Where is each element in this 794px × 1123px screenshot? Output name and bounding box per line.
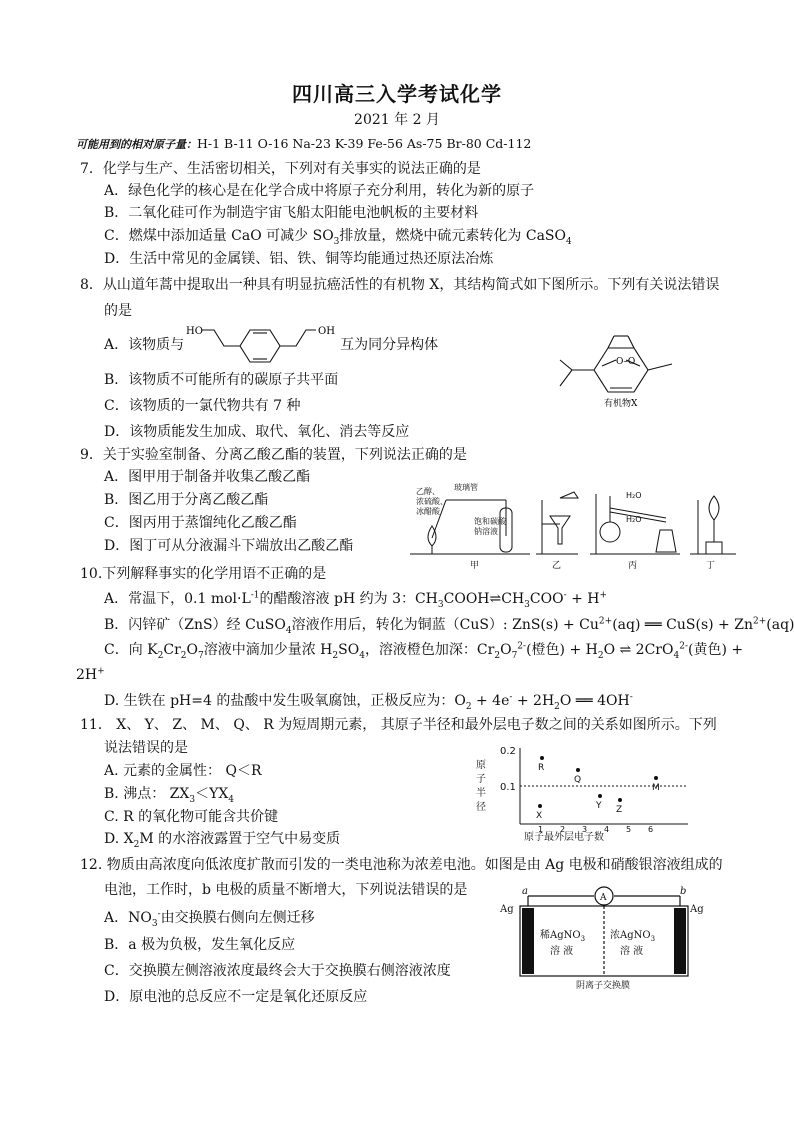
q9-option-c: C．图丙用于蒸馏纯化乙酸乙酯 — [104, 515, 297, 531]
q8-option-a: A．该物质与 互为同分异构体 — [104, 337, 439, 353]
q10-option-c: C．向 $K_2Cr_2O_7$溶液中滴加少量浓 $H_2SO_4$，溶液橙色加深：$Cr_2O_7^{2-}$(橙色) + $H_2O$ ⇌ 2CrO$_4^{2-}$(黄色) + — [104, 641, 744, 661]
q11-stem-cont: 说法错误的是 — [104, 740, 188, 756]
concentration-cell-figure — [496, 882, 712, 992]
svg-text:浓硫酸、: 浓硫酸、 — [416, 497, 448, 506]
q11-option-c: C. R 的氧化物可能含共价键 — [104, 809, 279, 825]
point-m — [654, 776, 658, 780]
q12-option-c: C．交换膜左侧溶液浓度最终会大于交换膜右侧溶液浓度 — [104, 963, 451, 979]
point-z — [618, 798, 622, 802]
svg-text:5: 5 — [626, 825, 632, 834]
svg-text:稀AgNO3: 稀AgNO$_3$ — [540, 930, 586, 943]
diol-structure — [180, 318, 344, 368]
svg-text:玻璃管: 玻璃管 — [454, 483, 478, 492]
q12-option-b: B．a 极为负极，发生氧化反应 — [104, 937, 296, 953]
q8-stem-cont: 的是 — [104, 303, 132, 319]
svg-text:Z: Z — [616, 805, 623, 815]
compound-x-caption: 有机物X — [604, 399, 638, 409]
q10-option-b: B．闪锌矿（ZnS）经 CuSO$_4$溶液作用后，转化为铜蓝（CuS）: $ZnS(s) + Cu^{2+}(aq)$ ══ $CuS(s) + Zn^{2+}(aq)$ — [104, 616, 794, 636]
svg-text:A: A — [600, 893, 607, 903]
svg-text:b: b — [680, 886, 687, 897]
q7-option-c: C．燃煤中添加适量 CaO 可减少 $SO_3$排放量，燃烧中硫元素转化为 CaSO$_4$ — [104, 228, 572, 247]
fig-bing: 丙 — [628, 561, 638, 571]
q12-stem: 12. 物质由高浓度向低浓度扩散而引发的一类电池称为浓差电池。如图是由 Ag 电极和硝酸银溶液组成的 — [80, 857, 723, 873]
svg-text:阴离子交换膜: 阴离子交换膜 — [576, 981, 631, 991]
svg-text:O–O: O–O — [616, 357, 636, 367]
q7-option-b: B．二氧化硅可作为制造宇宙飞船太阳能电池帆板的主要材料 — [104, 205, 479, 221]
q11-option-b: B. 沸点： $ZX_3<YX_4$ — [104, 786, 235, 805]
svg-text:径: 径 — [476, 802, 486, 813]
y-tick-01: 0.1 — [500, 782, 516, 793]
q9-option-d: D．图丁可从分液漏斗下端放出乙酸乙酯 — [104, 538, 354, 554]
point-y — [598, 794, 602, 798]
exam-date: 2021 年 2 月 — [354, 112, 440, 128]
svg-text:1: 1 — [538, 825, 544, 834]
fig-yi: 乙 — [552, 561, 562, 571]
svg-text:浓AgNO3: 浓AgNO$_3$ — [610, 930, 656, 943]
svg-text:Ag: Ag — [690, 904, 704, 915]
svg-text:X: X — [536, 811, 543, 821]
q9-option-b: B．图乙用于分离乙酸乙酯 — [104, 492, 269, 508]
q12-option-d: D．原电池的总反应不一定是氧化还原反应 — [104, 989, 368, 1005]
svg-text:钠溶液: 钠溶液 — [474, 527, 498, 536]
q12-stem-cont: 电池，工作时，b 电极的质量不断增大，下列说法错误的是 — [104, 882, 468, 898]
q10-option-d: D. 生铁在 pH=4 的盐酸中发生吸氧腐蚀，正极反应为：$O_2 + 4e^- + 2H_2O$ ══ 4OH- — [104, 692, 633, 712]
q8-stem: 8．从山道年蒿中提取出一种具有明显抗癌活性的有机物 X，其结构简式如下图所示。下列有关说法错误 — [80, 277, 720, 293]
svg-text:H₂O: H₂O — [626, 515, 642, 524]
page-title: 四川高三入学考试化学 — [292, 82, 502, 106]
svg-text:子: 子 — [476, 774, 486, 785]
y-tick-02: 0.2 — [500, 746, 516, 757]
point-x — [538, 804, 542, 808]
svg-text:6: 6 — [648, 825, 654, 834]
q12-option-a: A．$NO_3^-$由交换膜右侧向左侧迁移 — [104, 909, 315, 929]
radius-chart — [476, 744, 700, 844]
svg-text:4: 4 — [604, 825, 610, 834]
svg-text:半: 半 — [476, 788, 486, 799]
q11-option-d: D. $X_2M$ 的水溶液露置于空气中易变质 — [104, 831, 341, 850]
svg-text:原: 原 — [476, 760, 486, 771]
svg-text:a: a — [522, 886, 528, 897]
chart-xlabel: 原子最外层电子数 — [524, 832, 604, 843]
electrode-b — [674, 908, 686, 974]
svg-text:饱和碳酸: 饱和碳酸 — [474, 517, 506, 526]
q10-stem: 10.下列解释事实的化学用语不正确的是 — [80, 566, 327, 582]
q10-option-a: A．常温下，0.1 $mol\cdot L^{-1}$的醋酸溶液 pH 约为 3：$CH_3COOH\rightleftharpoons CH_3COO^- + H^+$ — [104, 590, 608, 610]
q10-option-c-cont: 2H+ — [76, 666, 105, 683]
oh-label: OH — [318, 326, 335, 337]
svg-text:冰醋酸: 冰醋酸 — [416, 507, 440, 516]
svg-text:3: 3 — [582, 825, 588, 834]
svg-text:H₂O: H₂O — [626, 491, 642, 500]
svg-text:乙醇、: 乙醇、 — [416, 487, 440, 496]
q8-option-c: C．该物质的一氯代物共有 7 种 — [104, 398, 301, 414]
svg-text:Ag: Ag — [500, 904, 514, 915]
fig-jia: 甲 — [470, 561, 480, 571]
point-r — [540, 756, 544, 760]
atomic-masses-values: H-1 B-11 O-16 Na-23 K-39 Fe-56 As-75 Br-80 Cd-112 — [197, 136, 532, 151]
electrode-a — [522, 908, 534, 974]
svg-text:M: M — [652, 783, 660, 793]
q7-option-a: A．绿色化学的核心是在化学合成中将原子充分利用，转化为新的原子 — [104, 183, 535, 199]
fig-ding: 丁 — [706, 561, 716, 571]
q8-option-b: B．该物质不可能所有的碳原子共平面 — [104, 372, 339, 388]
q11-option-a: A. 元素的金属性： Q＜R — [104, 763, 262, 779]
q9-stem: 9．关于实验室制备、分离乙酸乙酯的装置，下列说法正确的是 — [80, 447, 467, 463]
atomic-masses-label: 可能用到的相对原子量： — [76, 138, 197, 151]
svg-text:溶 液: 溶 液 — [620, 946, 644, 957]
q8-option-d: D．该物质能发生加成、取代、氧化、消去等反应 — [104, 424, 410, 440]
point-q — [576, 768, 580, 772]
q7-stem: 7．化学与生产、生活密切相关，下列对有关事实的说法正确的是 — [80, 161, 481, 177]
ho-label: HO — [186, 326, 203, 337]
q11-stem: 11． X、 Y、 Z、 M、 Q、 R 为短周期元素， 其原子半径和最外层电子数之间的关系如图所示。下列 — [80, 717, 717, 733]
svg-text:Y: Y — [596, 801, 602, 811]
svg-text:2: 2 — [560, 825, 566, 834]
q7-option-d: D．生活中常见的金属镁、铝、铁、铜等均能通过热还原法冶炼 — [104, 251, 494, 267]
svg-text:溶 液: 溶 液 — [550, 946, 574, 957]
svg-text:R: R — [538, 763, 545, 773]
ester-apparatus-figure — [410, 480, 740, 572]
svg-text:Q: Q — [574, 775, 582, 785]
compound-x-figure — [548, 324, 698, 414]
q9-option-a: A．图甲用于制备并收集乙酸乙酯 — [104, 469, 311, 485]
atomic-masses — [76, 136, 531, 152]
